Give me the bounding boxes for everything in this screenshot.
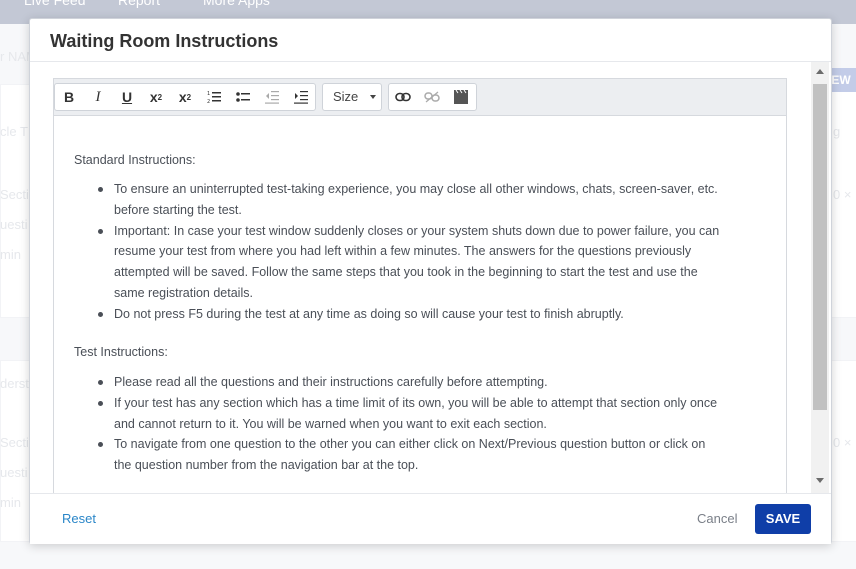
bold-icon[interactable]: B xyxy=(63,89,75,105)
modal-header xyxy=(30,19,831,62)
indent-icon[interactable] xyxy=(287,84,315,110)
list-item: Important: In case your test window suddenly closes or your system shuts down due to power failure, you can resume your test from where you had left within a few minutes. The answers for the questions previously attempted will be saved. Follow the same steps that you took in the beginning to start the test and use the same registration details. xyxy=(114,221,724,304)
chevron-down-icon xyxy=(370,95,376,99)
video-icon[interactable] xyxy=(447,84,475,110)
svg-text:2: 2 xyxy=(207,99,211,104)
list-item: Please read all the questions and their instructions carefully before attempting. xyxy=(114,372,724,393)
font-size-label: Size xyxy=(333,89,359,104)
scroll-thumb[interactable] xyxy=(813,84,827,410)
standard-instructions-heading: Standard Instructions: xyxy=(74,153,196,167)
numbered-list-icon[interactable] xyxy=(200,84,228,110)
link-icon[interactable] xyxy=(389,84,417,110)
unlink-icon[interactable] xyxy=(418,84,446,110)
svg-text:1: 1 xyxy=(207,91,211,97)
italic-icon[interactable]: I xyxy=(95,88,101,105)
modal-scrollbar[interactable] xyxy=(811,62,829,493)
underline-icon[interactable]: U xyxy=(121,89,133,105)
waiting-room-modal xyxy=(29,18,832,544)
editor-toolbar xyxy=(54,79,786,116)
formatting-group xyxy=(54,83,316,111)
list-item: To navigate from one question to the other you can either click on Next/Previous question button or click on the question number from the navigation bar at the top. xyxy=(114,434,724,476)
modal-footer xyxy=(30,493,831,544)
save-button[interactable]: SAVE xyxy=(755,504,811,534)
rich-text-editor xyxy=(53,78,787,493)
editor-content[interactable] xyxy=(54,116,786,493)
superscript-icon[interactable]: x 2 xyxy=(149,89,163,105)
cancel-button[interactable]: Cancel xyxy=(697,511,738,526)
scroll-up-arrow-icon[interactable] xyxy=(816,69,824,74)
font-size-select[interactable] xyxy=(322,83,382,111)
test-instructions-heading: Test Instructions: xyxy=(74,345,168,359)
insert-group xyxy=(388,83,477,111)
list-item: To ensure an uninterrupted test-taking experience, you may close all other windows, chats, screen-saver, etc. before starting the test. xyxy=(114,179,724,221)
list-item: Do not press F5 during the test at any time as doing so will cause your test to finish abruptly. xyxy=(114,304,724,325)
subscript-icon[interactable]: x 2 xyxy=(178,89,192,105)
bulleted-list-icon[interactable] xyxy=(229,84,257,110)
scroll-down-arrow-icon[interactable] xyxy=(816,478,824,483)
modal-title: Waiting Room Instructions xyxy=(50,31,279,51)
list-item: If your test has any section which has a time limit of its own, you will be able to attempt that section only once and cannot return to it. You will be warned when you want to exit each section. xyxy=(114,393,724,435)
standard-instructions-list xyxy=(114,179,724,325)
modal-body xyxy=(30,62,831,493)
reset-button[interactable]: Reset xyxy=(62,511,96,526)
test-instructions-list xyxy=(114,372,724,476)
outdent-icon[interactable] xyxy=(258,84,286,110)
